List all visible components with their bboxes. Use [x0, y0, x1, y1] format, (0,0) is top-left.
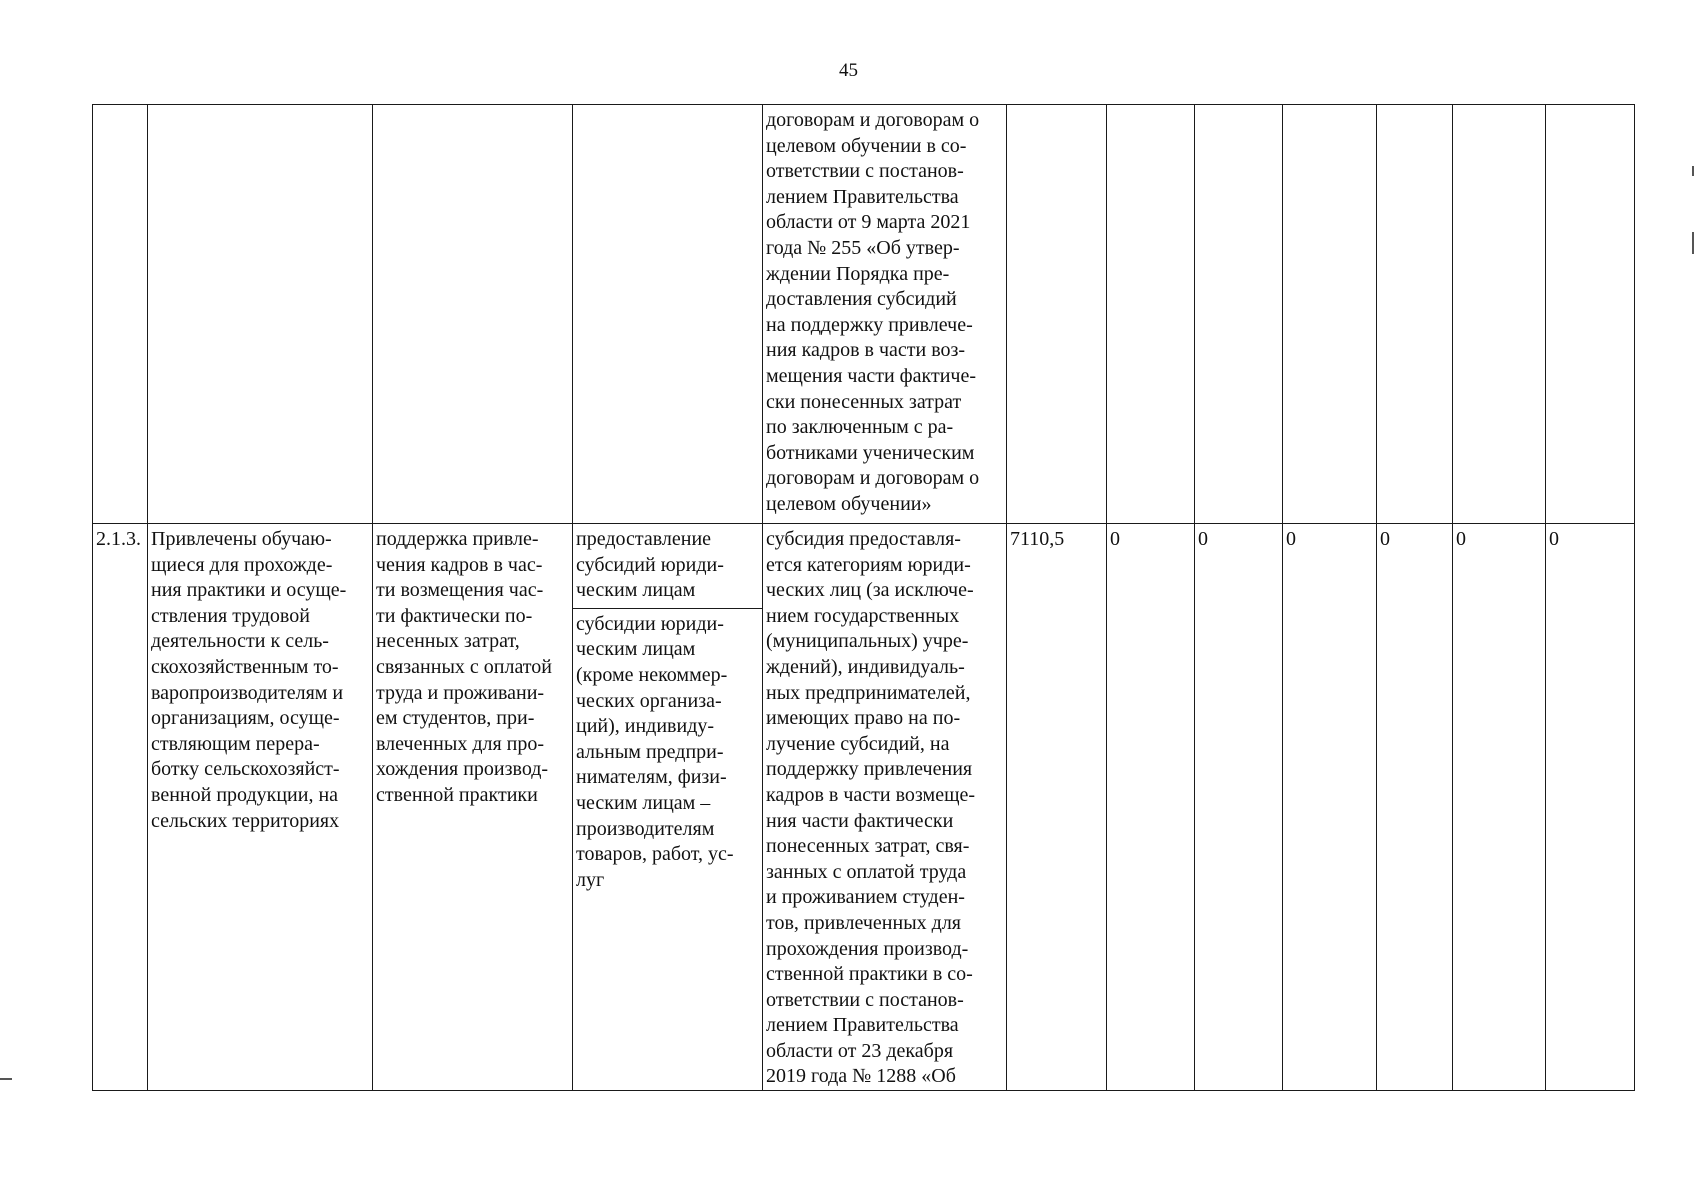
- cell-value: [1195, 105, 1283, 524]
- text-line: области от 9 марта 2021: [766, 211, 971, 234]
- text-line: ственной практики: [376, 783, 538, 806]
- text-line: ждений), индивидуаль-: [766, 655, 965, 678]
- measure-description: [373, 524, 573, 1091]
- text-line: области от 23 декабря: [766, 1039, 954, 1062]
- cell-value: [1546, 105, 1635, 524]
- text-line: альным предпри-: [576, 740, 724, 763]
- text-line: и проживанием студен-: [766, 886, 965, 909]
- text-line: ния кадров в части воз-: [766, 339, 966, 362]
- text-line: понесенных затрат, свя-: [766, 835, 970, 858]
- value-cell: 0: [1546, 524, 1635, 1091]
- text-line: целевом обучении в со-: [766, 134, 967, 157]
- text-line: (кроме некоммер-: [576, 663, 728, 686]
- cell-number: [93, 105, 148, 524]
- text-line: нием государственных: [766, 604, 960, 627]
- text-line: ческим лицам: [576, 579, 696, 602]
- text-line: варопроизводителям и: [151, 681, 344, 704]
- support-type-top: [573, 524, 762, 609]
- text-line: договорам и договорам о: [766, 109, 980, 131]
- text-line: скохозяйственным то-: [151, 655, 339, 678]
- text-line: субсидии юриди-: [576, 612, 724, 635]
- text-line: (муниципальных) учре-: [766, 630, 969, 653]
- text-line: ботниками ученическим: [766, 441, 975, 464]
- scan-margin-mark: [1692, 166, 1694, 176]
- text-line: венной продукции, на: [151, 783, 339, 806]
- text-line: товаров, работ, ус-: [576, 843, 734, 866]
- value-cell: 0: [1195, 524, 1283, 1091]
- text-line: хождения производ-: [376, 758, 549, 781]
- text-line: ски понесенных затрат: [766, 390, 962, 413]
- text-line: организациям, осуще-: [151, 707, 340, 730]
- table-row-2-1-3: [93, 524, 1635, 1091]
- text-line: ций), индивиду-: [576, 715, 715, 738]
- support-type-bottom: [573, 609, 762, 894]
- text-line: прохождения производ-: [766, 937, 969, 960]
- value-cell: 0: [1377, 524, 1453, 1091]
- text-line: связанных с оплатой: [376, 655, 552, 678]
- cell-measure: [373, 105, 573, 524]
- text-line: на поддержку привлече-: [766, 313, 973, 336]
- text-line: ответствии с постанов-: [766, 160, 964, 183]
- text-line: влеченных для про-: [376, 732, 545, 755]
- continuation-row: [93, 105, 1635, 524]
- text-line: доставления субсидий: [766, 288, 957, 311]
- text-line: поддержка привле-: [376, 528, 539, 550]
- support-type-cell: [573, 524, 763, 1091]
- legal-basis: [763, 524, 1007, 1091]
- text-line: чения кадров в час-: [376, 553, 543, 576]
- text-line: ческим лицам –: [576, 791, 711, 814]
- text-line: предоставление: [576, 528, 712, 550]
- text-line: имеющих право на по-: [766, 707, 961, 730]
- text-line: 2019 года № 1288 «Об: [766, 1065, 956, 1088]
- text-line: ти возмещения час-: [376, 579, 544, 602]
- text-line: субсидий юриди-: [576, 553, 724, 576]
- text-line: ния практики и осуще-: [151, 579, 347, 602]
- text-line: нимателям, физи-: [576, 766, 727, 789]
- text-line: лением Правительства: [766, 185, 959, 208]
- text-line: ем студентов, при-: [376, 707, 535, 730]
- text-line: ответствии с постанов-: [766, 988, 964, 1011]
- text-line: мещения части фактиче-: [766, 364, 976, 387]
- cell-value: [1283, 105, 1377, 524]
- cell-type: [573, 105, 763, 524]
- text-line: по заключенным с ра-: [766, 416, 954, 439]
- text-line: ния части фактически: [766, 809, 954, 832]
- text-line: Привлечены обучаю-: [151, 528, 332, 550]
- text-line: ботку сельскохозяйст-: [151, 758, 340, 781]
- cell-result: [148, 105, 373, 524]
- text-line: договорам и договорам о: [766, 467, 980, 490]
- value-cell: 0: [1107, 524, 1195, 1091]
- text-line: ти фактически по-: [376, 604, 533, 627]
- scan-margin-mark: [0, 1078, 12, 1080]
- text-line: лением Правительства: [766, 1014, 959, 1037]
- text-line: ческих лиц (за исключе-: [766, 579, 974, 602]
- text-line: ных предпринимателей,: [766, 681, 971, 704]
- cell-value: [1007, 105, 1107, 524]
- text-line: сельских территориях: [151, 809, 340, 832]
- text-line: занных с оплатой труда: [766, 860, 967, 883]
- text-line: ственной практики в со-: [766, 963, 973, 986]
- value-cell: 0: [1283, 524, 1377, 1091]
- text-line: несенных затрат,: [376, 630, 520, 653]
- cell-value: [1453, 105, 1546, 524]
- cell-value: [1377, 105, 1453, 524]
- text-line: ствления трудовой: [151, 604, 310, 627]
- value-cell: 0: [1453, 524, 1546, 1091]
- text-line: лучение субсидий, на: [766, 732, 950, 755]
- text-line: поддержку привлечения: [766, 758, 973, 781]
- text-line: кадров в части возмеще-: [766, 783, 976, 806]
- text-line: года № 255 «Об утвер-: [766, 236, 960, 259]
- text-line: труда и проживани-: [376, 681, 545, 704]
- program-table: [92, 104, 1635, 1091]
- cell-value: [1107, 105, 1195, 524]
- result-description: [148, 524, 373, 1091]
- text-line: щиеся для прохожде-: [151, 553, 333, 576]
- text-line: субсидия предоставля-: [766, 528, 961, 550]
- text-line: ствляющим перера-: [151, 732, 320, 755]
- cell-basis: [763, 105, 1007, 524]
- text-line: ется категориям юриди-: [766, 553, 971, 576]
- text-line: ческим лицам: [576, 638, 696, 661]
- text-line: деятельности к сель-: [151, 630, 329, 653]
- scan-margin-mark: [1692, 232, 1694, 254]
- text-line: ческих организа-: [576, 689, 722, 712]
- text-line: тов, привлеченных для: [766, 911, 961, 934]
- text-line: целевом обучении»: [766, 492, 932, 515]
- text-line: луг: [576, 868, 605, 891]
- text-line: ждении Порядка пре-: [766, 262, 950, 285]
- text-line: производителям: [576, 817, 715, 840]
- page-number: 45: [839, 60, 858, 81]
- row-number: 2.1.3.: [93, 524, 148, 1091]
- value-cell: 7110,5: [1007, 524, 1107, 1091]
